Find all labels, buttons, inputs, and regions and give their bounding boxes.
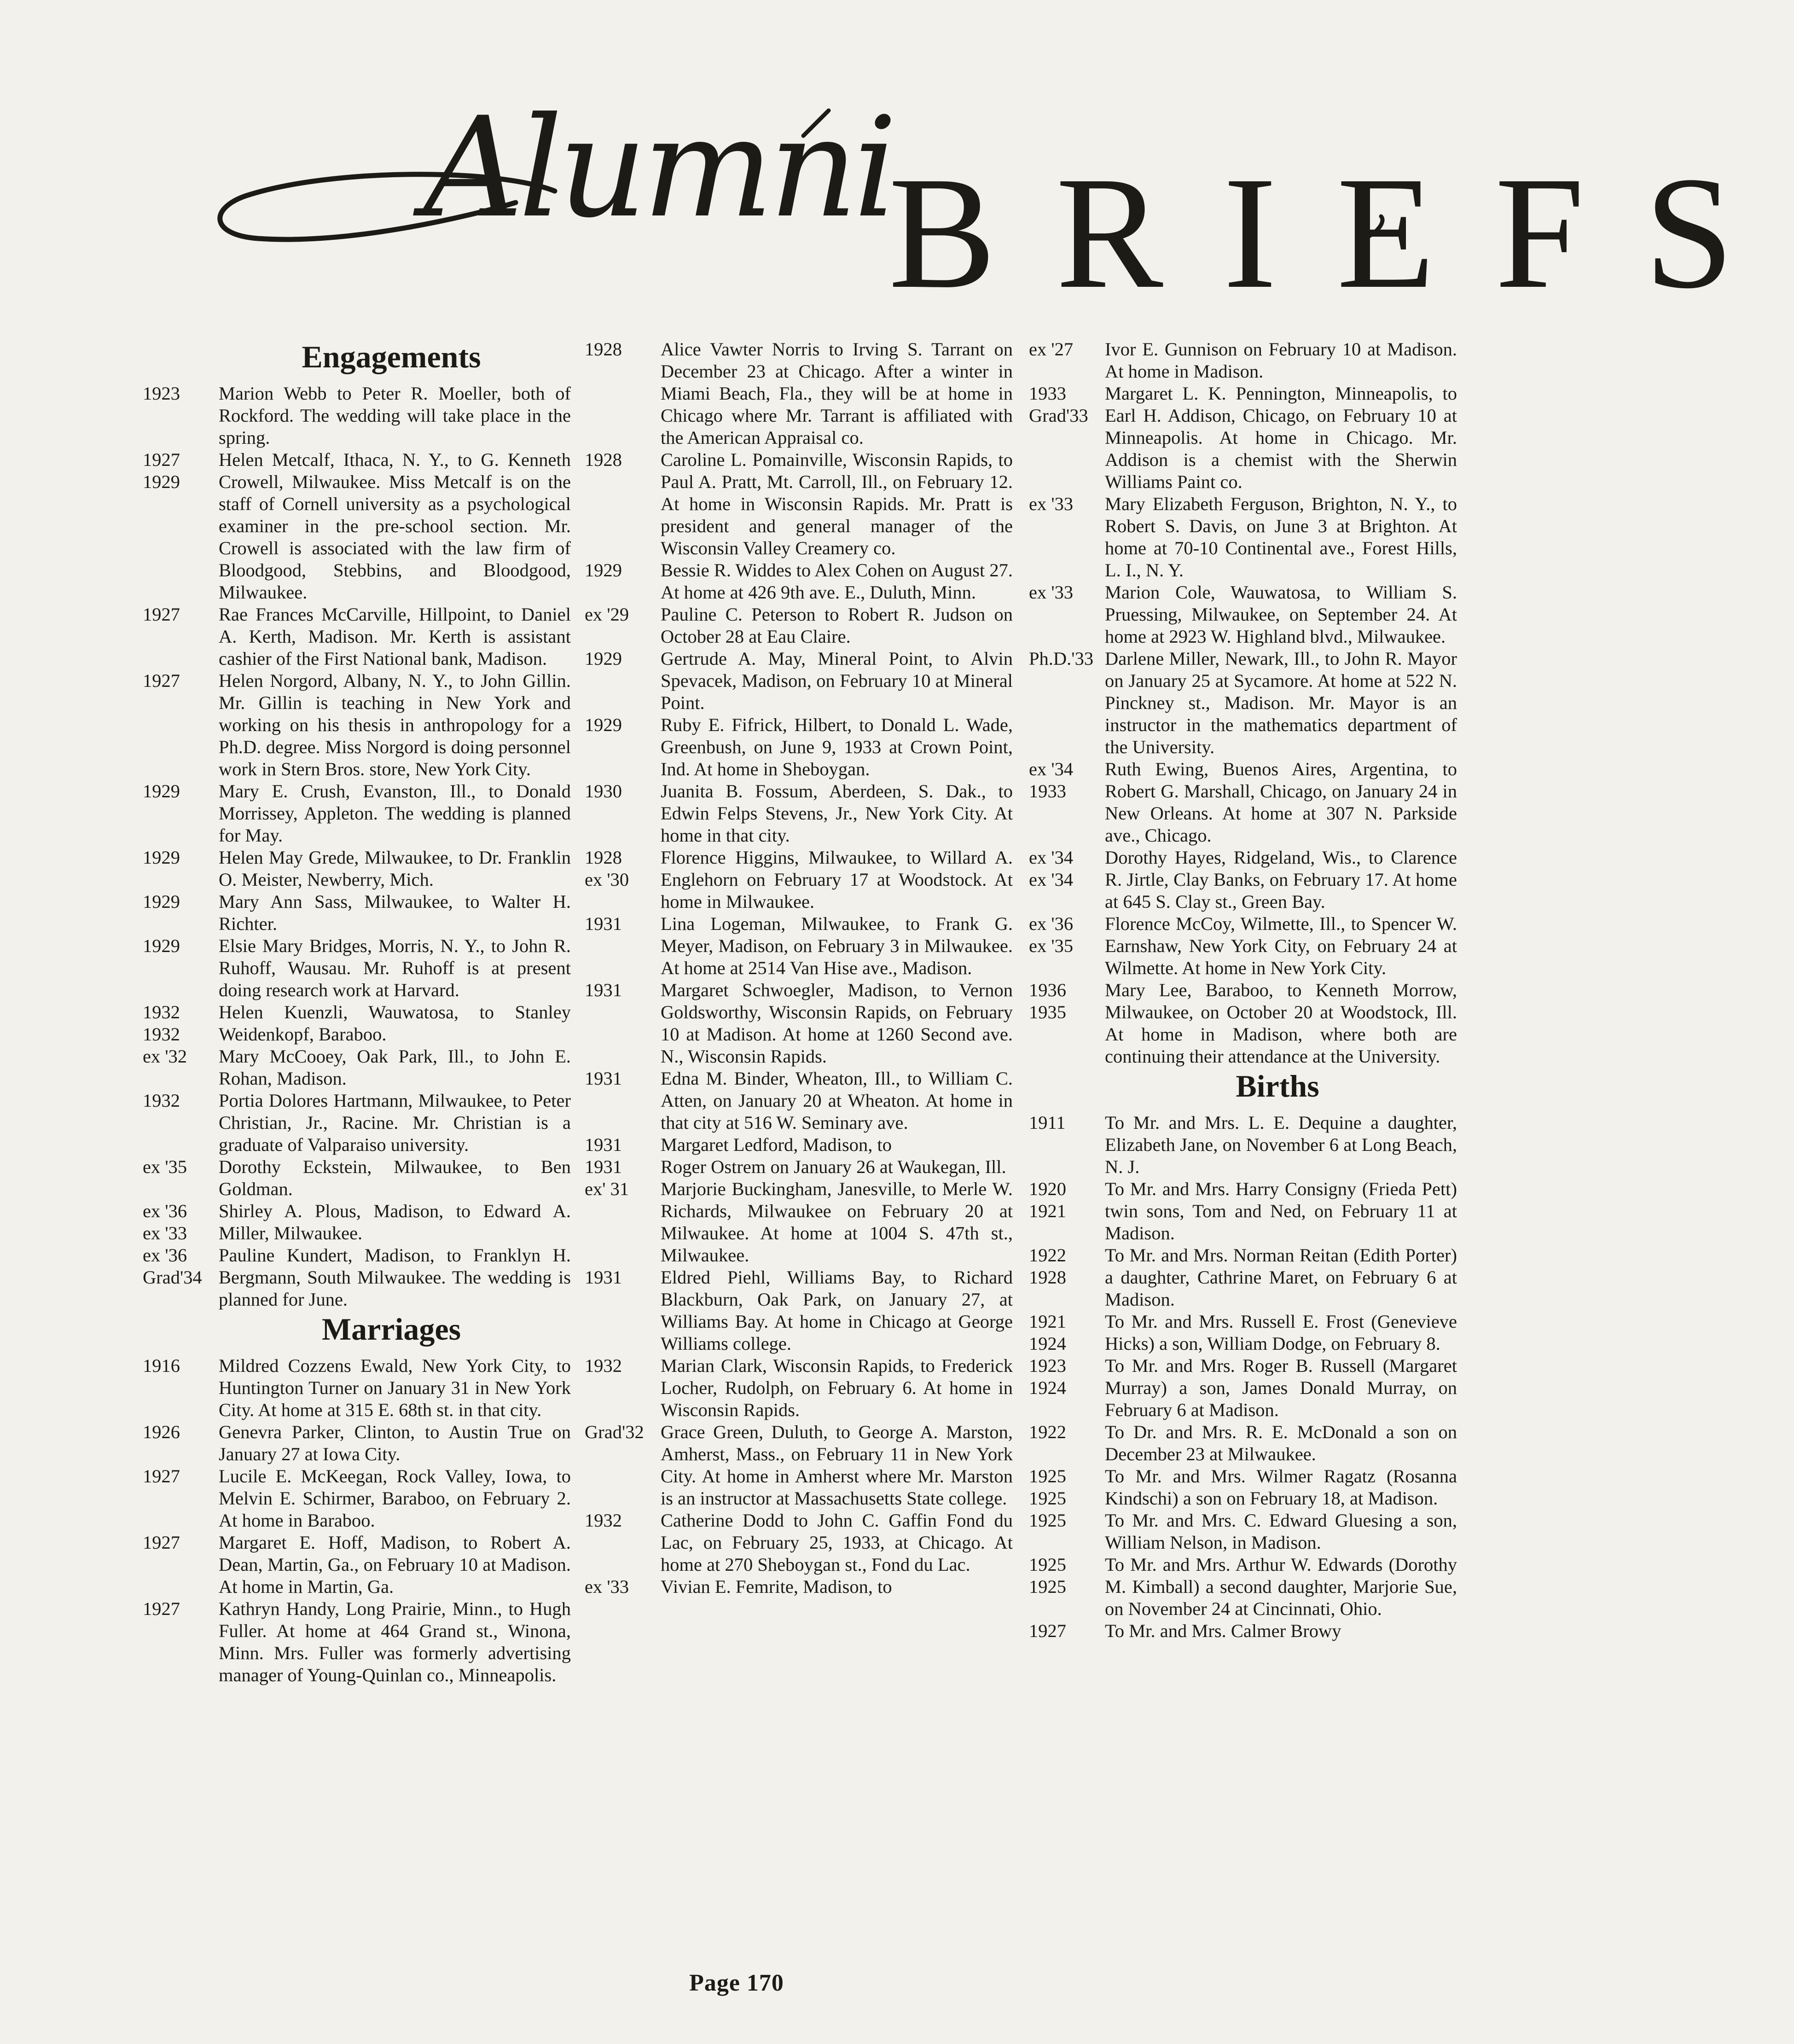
entry-class-year: 1933 Grad'33 bbox=[1029, 383, 1088, 426]
entry-class-year: 1926 bbox=[143, 1422, 180, 1442]
news-entry bbox=[585, 338, 1013, 449]
entry-text: Edna M. Binder, Wheaton, Ill., to William C. Atten, on January 20 at Wheaton. At home in that city at 516 W. Seminary ave. bbox=[661, 1068, 1013, 1133]
entry-class-year: 1927 bbox=[143, 1598, 180, 1619]
entry-class-year: 1925 1925 bbox=[1029, 1554, 1066, 1597]
entry-text: To Mr. and Mrs. Calmer Browy bbox=[1105, 1620, 1341, 1641]
news-entry bbox=[1029, 581, 1457, 648]
entry-class-year: ex '36 ex '35 bbox=[1029, 913, 1074, 956]
news-entry bbox=[1029, 1620, 1457, 1642]
entry-class-year: ex '29 bbox=[585, 604, 629, 625]
entry-class-year: ex '33 bbox=[585, 1576, 629, 1597]
entry-text: Bessie R. Widdes to Alex Cohen on August 27. At home at 426 9th ave. E., Duluth, Minn. bbox=[661, 560, 1013, 603]
news-entry bbox=[1029, 1355, 1457, 1421]
entry-text: To Mr. and Mrs. Harry Consigny (Frieda Pett) twin sons, Tom and Ned, on February 11 at Madison. bbox=[1105, 1179, 1457, 1243]
news-entry bbox=[1029, 493, 1457, 581]
entry-text: Margaret Ledford, Madison, to bbox=[661, 1134, 892, 1155]
entry-text: Margaret E. Hoff, Madison, to Robert A. Dean, Martin, Ga., on February 10 at Madison. At home in Martin, Ga. bbox=[219, 1532, 571, 1597]
entry-class-year: 1923 bbox=[143, 383, 180, 404]
entry-text: Eldred Piehl, Williams Bay, to Richard Blackburn, Oak Park, on January 27, at Williams Bay. At home in Chicago at George Williams college. bbox=[661, 1267, 1013, 1354]
column-3 bbox=[1029, 338, 1457, 1642]
entry-class-year: 1932 bbox=[143, 1090, 180, 1111]
news-entry bbox=[143, 1465, 571, 1532]
entry-text: Roger Ostrem on January 26 at Waukegan, Ill. bbox=[661, 1156, 1006, 1177]
entry-text: Rae Frances McCarville, Hillpoint, to Daniel A. Kerth, Madison. Mr. Kerth is assistant cashier of the First National bank, Madison. bbox=[219, 604, 571, 669]
entry-class-year: ex '33 bbox=[1029, 582, 1074, 603]
entry-text: To Mr. and Mrs. C. Edward Gluesing a son, William Nelson, in Madison. bbox=[1105, 1510, 1457, 1553]
column-2 bbox=[585, 338, 1013, 1598]
news-entry bbox=[143, 1244, 571, 1311]
entry-class-year: 1932 bbox=[585, 1510, 622, 1531]
entry-class-year: 1929 bbox=[143, 781, 180, 801]
entry-class-year: 1922 bbox=[1029, 1422, 1066, 1442]
news-entry bbox=[1029, 1112, 1457, 1178]
entry-class-year: ex '34 1933 bbox=[1029, 759, 1074, 801]
news-entry bbox=[143, 1532, 571, 1598]
entry-class-year: 1925 bbox=[1029, 1510, 1066, 1531]
entry-text: Mary Elizabeth Ferguson, Brighton, N. Y., to Robert S. Davis, on June 3 at Brighton. At home at 70-10 Continental ave., Forest Hills, L. I., N. Y. bbox=[1105, 494, 1457, 581]
entry-text: Margaret L. K. Pennington, Minneapolis, to Earl H. Addison, Chicago, on February 10 at Minneapolis. At home in Chicago. Mr. Addison is a chemist with the Sherwin Williams Paint co. bbox=[1105, 383, 1457, 492]
page-number: Page 170 bbox=[689, 1970, 784, 1996]
entry-text: Juanita B. Fossum, Aberdeen, S. Dak., to Edwin Felps Stevens, Jr., New York City. At home in that city. bbox=[661, 781, 1013, 846]
news-entry bbox=[1029, 758, 1457, 847]
news-entry bbox=[1029, 338, 1457, 383]
entry-class-year: 1928 ex '30 bbox=[585, 847, 629, 890]
news-entry bbox=[1029, 1554, 1457, 1620]
news-entry bbox=[143, 1090, 571, 1156]
entry-class-year: 1916 bbox=[143, 1355, 180, 1376]
entry-text: To Mr. and Mrs. Roger B. Russell (Margaret Murray) a son, James Donald Murray, on February 6 at Madison. bbox=[1105, 1355, 1457, 1420]
entry-class-year: 1931 bbox=[585, 1267, 622, 1288]
news-entry bbox=[1029, 979, 1457, 1068]
entry-text: To Mr. and Mrs. Wilmer Ragatz (Rosanna Kindschi) a son on February 18, at Madison. bbox=[1105, 1466, 1457, 1509]
entry-text: Helen Kuenzli, Wauwatosa, to Stanley Weidenkopf, Baraboo. bbox=[219, 1002, 571, 1045]
entry-class-year: 1922 1928 bbox=[1029, 1245, 1066, 1288]
entry-class-year: 1929 bbox=[585, 560, 622, 581]
entry-text: Florence McCoy, Wilmette, Ill., to Spencer W. Earnshaw, New York City, on February 24 at Wilmette. At home in New York City. bbox=[1105, 913, 1457, 978]
entry-text: Mary McCooey, Oak Park, Ill., to John E. Rohan, Madison. bbox=[219, 1046, 571, 1089]
entry-text: Mary E. Crush, Evanston, Ill., to Donald Morrissey, Appleton. The wedding is planned for May. bbox=[219, 781, 571, 846]
news-entry bbox=[1029, 1510, 1457, 1554]
entry-class-year: 1929 bbox=[585, 714, 622, 735]
entry-class-year: 1932 1932 bbox=[143, 1002, 180, 1045]
briefs-title: BRIEFS bbox=[888, 143, 1794, 322]
news-entry bbox=[1029, 913, 1457, 979]
news-entry bbox=[1029, 1178, 1457, 1244]
entry-class-year: 1929 bbox=[143, 847, 180, 868]
entry-text: Vivian E. Femrite, Madison, to bbox=[661, 1576, 892, 1597]
news-entry bbox=[585, 1266, 1013, 1355]
entry-class-year: 1936 1935 bbox=[1029, 980, 1066, 1022]
entry-text: Shirley A. Plous, Madison, to Edward A. Miller, Milwaukee. bbox=[219, 1201, 571, 1243]
entry-text: Ruby E. Fifrick, Hilbert, to Donald L. Wade, Greenbush, on June 9, 1933 at Crown Point, Ind. At home in Sheboygan. bbox=[661, 714, 1013, 779]
entry-class-year: Ph.D.'33 bbox=[1029, 648, 1094, 669]
entry-text: Darlene Miller, Newark, Ill., to John R. Mayor on January 25 at Sycamore. At home at 522 N. Pinckney st., Madison. Mr. Mayor is an instructor in the mathematics department of the University. bbox=[1105, 648, 1457, 757]
news-entry bbox=[143, 1355, 571, 1421]
news-entry bbox=[143, 670, 571, 780]
entry-class-year: 1927 bbox=[143, 670, 180, 691]
news-entry bbox=[585, 604, 1013, 648]
entry-text: Margaret Schwoegler, Madison, to Vernon Goldsworthy, Wisconsin Rapids, on February 10 at Madison. At home at 1260 Second ave. N., Wisconsin Rapids. bbox=[661, 980, 1013, 1067]
entry-text: Marion Webb to Peter R. Moeller, both of Rockford. The wedding will take place in the spring. bbox=[219, 383, 571, 448]
entry-text: To Mr. and Mrs. L. E. Dequine a daughter, Elizabeth Jane, on November 6 at Long Beach, N. J. bbox=[1105, 1112, 1457, 1177]
entry-text: Mildred Cozzens Ewald, New York City, to Huntington Turner on January 31 in New York City. At home at 315 E. 68th st. in that city. bbox=[219, 1355, 571, 1420]
entry-class-year: 1927 1929 bbox=[143, 449, 180, 492]
entry-text: Mary Ann Sass, Milwaukee, to Walter H. Richter. bbox=[219, 891, 571, 934]
entry-text: Lina Logeman, Milwaukee, to Frank G. Meyer, Madison, on February 3 in Milwaukee. At home at 2514 Van Hise ave., Madison. bbox=[661, 913, 1013, 978]
entry-text: Elsie Mary Bridges, Morris, N. Y., to John R. Ruhoff, Wausau. Mr. Ruhoff is at present doing research work at Harvard. bbox=[219, 935, 571, 1000]
news-entry bbox=[1029, 847, 1457, 913]
news-entry bbox=[143, 1200, 571, 1244]
news-entry bbox=[143, 1598, 571, 1686]
entry-text: Mary Lee, Baraboo, to Kenneth Morrow, Milwaukee, on October 20 at Woodstock, Ill. At home in Madison, where both are continuing their attendance at the University. bbox=[1105, 980, 1457, 1067]
news-entry bbox=[143, 780, 571, 847]
entry-class-year: 1931 bbox=[585, 1134, 622, 1155]
news-entry bbox=[585, 847, 1013, 913]
news-entry bbox=[585, 1421, 1013, 1510]
entry-class-year: 1923 1924 bbox=[1029, 1355, 1066, 1398]
entry-class-year: 1931 bbox=[585, 980, 622, 1000]
entry-text: Gertrude A. May, Mineral Point, to Alvin Spevacek, Madison, on February 10 at Mineral Point. bbox=[661, 648, 1013, 713]
entry-text: Kathryn Handy, Long Prairie, Minn., to Hugh Fuller. At home at 464 Grand st., Winona, Minn. Mrs. Fuller was formerly advertising manager of Young-Quinlan co., Minneapolis. bbox=[219, 1598, 571, 1685]
news-entry bbox=[143, 891, 571, 935]
entry-text: To Mr. and Mrs. Arthur W. Edwards (Dorothy M. Kimball) a second daughter, Marjorie Sue, on November 24 at Cincinnati, Ohio. bbox=[1105, 1554, 1457, 1619]
column-1 bbox=[143, 338, 571, 1686]
entry-class-year: 1932 bbox=[585, 1355, 622, 1376]
entry-class-year: 1930 bbox=[585, 781, 622, 801]
entry-text: Helen May Grede, Milwaukee, to Dr. Franklin O. Meister, Newberry, Mich. bbox=[219, 847, 571, 890]
entry-class-year: ex '34 ex '34 bbox=[1029, 847, 1074, 890]
news-entry bbox=[143, 1421, 571, 1465]
entry-class-year: 1920 1921 bbox=[1029, 1179, 1066, 1221]
news-entry bbox=[585, 913, 1013, 979]
entry-text: Florence Higgins, Milwaukee, to Willard A. Englehorn on February 17 at Woodstock. At home in Milwaukee. bbox=[661, 847, 1013, 912]
entry-class-year: 1931 bbox=[585, 1068, 622, 1089]
news-entry bbox=[1029, 1465, 1457, 1510]
entry-text: Dorothy Eckstein, Milwaukee, to Ben Goldman. bbox=[219, 1156, 571, 1199]
entry-text: Ruth Ewing, Buenos Aires, Argentina, to Robert G. Marshall, Chicago, on January 24 in New Orleans. At home at 307 N. Parkside ave., Chicago. bbox=[1105, 759, 1457, 846]
entry-class-year: 1927 bbox=[143, 1532, 180, 1553]
entry-text: Catherine Dodd to John C. Gaffin Fond du Lac, on February 25, 1933, at Chicago. At home at 270 Sheboygan st., Fond du Lac. bbox=[661, 1510, 1013, 1575]
entry-class-year: ex '35 bbox=[143, 1156, 187, 1177]
entry-text: Marion Cole, Wauwatosa, to William S. Pruessing, Milwaukee, on September 24. At home at 2923 W. Highland blvd., Milwaukee. bbox=[1105, 582, 1457, 647]
entry-class-year: ex '36 Grad'34 bbox=[143, 1245, 202, 1288]
news-entry bbox=[143, 1045, 571, 1090]
news-entry bbox=[585, 714, 1013, 780]
entry-text: To Mr. and Mrs. Russell E. Frost (Genevieve Hicks) a son, William Dodge, on February 8. bbox=[1105, 1311, 1457, 1354]
news-entry bbox=[143, 935, 571, 1001]
news-entry bbox=[143, 1001, 571, 1045]
news-entry bbox=[143, 847, 571, 891]
entry-class-year: 1929 bbox=[143, 935, 180, 956]
entry-text: To Dr. and Mrs. R. E. McDonald a son on December 23 at Milwaukee. bbox=[1105, 1422, 1457, 1464]
entry-text: Dorothy Hayes, Ridgeland, Wis., to Clarence R. Jirtle, Clay Banks, on February 17. At home at 645 S. Clay st., Green Bay. bbox=[1105, 847, 1457, 912]
section-heading: Marriages bbox=[321, 1312, 461, 1347]
alumni-title: Alumni bbox=[424, 87, 893, 248]
entry-class-year: 1928 bbox=[585, 339, 622, 360]
news-entry bbox=[585, 1576, 1013, 1598]
news-entry bbox=[1029, 648, 1457, 758]
masthead bbox=[0, 0, 1794, 331]
news-entry bbox=[585, 1178, 1013, 1266]
entry-class-year: 1928 bbox=[585, 449, 622, 470]
entry-text: Marian Clark, Wisconsin Rapids, to Frederick Locher, Rudolph, on February 6. At home in Wisconsin Rapids. bbox=[661, 1355, 1013, 1420]
section-heading: Births bbox=[1236, 1068, 1319, 1103]
section-heading: Engagements bbox=[302, 339, 481, 374]
news-entry bbox=[585, 1134, 1013, 1156]
entry-text: To Mr. and Mrs. Norman Reitan (Edith Porter) a daughter, Cathrine Maret, on February 6 at Madison. bbox=[1105, 1245, 1457, 1310]
news-entry bbox=[585, 979, 1013, 1068]
entry-class-year: 1921 1924 bbox=[1029, 1311, 1066, 1354]
entry-class-year: 1927 bbox=[143, 1466, 180, 1487]
entry-class-year: ex' 31 bbox=[585, 1179, 629, 1199]
news-entry bbox=[143, 449, 571, 604]
news-entry bbox=[143, 604, 571, 670]
entry-class-year: 1931 bbox=[585, 913, 622, 934]
entry-text: Ivor E. Gunnison on February 10 at Madison. At home in Madison. bbox=[1105, 339, 1457, 382]
entry-text: Portia Dolores Hartmann, Milwaukee, to Peter Christian, Jr., Racine. Mr. Christian is a graduate of Valparaiso university. bbox=[219, 1090, 571, 1155]
news-entry bbox=[1029, 383, 1457, 493]
news-entry bbox=[585, 1068, 1013, 1134]
news-entry bbox=[1029, 1311, 1457, 1355]
news-entry bbox=[143, 383, 571, 449]
entry-text: Marjorie Buckingham, Janesville, to Merle W. Richards, Milwaukee on February 20 at Milwaukee. At home at 1004 S. 47th st., Milwaukee. bbox=[661, 1179, 1013, 1266]
entry-text: Grace Green, Duluth, to George A. Marston, Amherst, Mass., on February 11 in New York City. At home in Amherst where Mr. Marston is an instructor at Massachusetts State college. bbox=[661, 1422, 1013, 1509]
news-entry bbox=[585, 449, 1013, 559]
entry-class-year: 1929 bbox=[143, 891, 180, 912]
entry-class-year: Grad'32 bbox=[585, 1422, 644, 1442]
entry-class-year: ex '27 bbox=[1029, 339, 1074, 360]
news-entry bbox=[1029, 1421, 1457, 1465]
entry-text: Alice Vawter Norris to Irving S. Tarrant on December 23 at Chicago. After a winter in Miami Beach, Fla., they will be at home in Chicago where Mr. Tarrant is affiliated with the American Appraisal co. bbox=[661, 339, 1013, 448]
entry-class-year: 1929 bbox=[585, 648, 622, 669]
entry-text: Genevra Parker, Clinton, to Austin True on January 27 at Iowa City. bbox=[219, 1422, 571, 1464]
entry-text: Helen Metcalf, Ithaca, N. Y., to G. Kenneth Crowell, Milwaukee. Miss Metcalf is on the staff of Cornell university as a psychological examiner in the pre-school section. Mr. Crowell is associated with the law firm of Bloodgood, Stebbins, and Bloodgood, Milwaukee. bbox=[219, 449, 571, 603]
news-entry bbox=[585, 648, 1013, 714]
entry-text: Helen Norgord, Albany, N. Y., to John Gillin. Mr. Gillin is teaching in New York and working on his thesis in anthropology for a Ph.D. degree. Miss Norgord is doing personnel work in Stern Bros. store, New York City. bbox=[219, 670, 571, 779]
news-entry bbox=[585, 780, 1013, 847]
entry-class-year: 1927 bbox=[143, 604, 180, 625]
news-entry bbox=[585, 559, 1013, 604]
news-entry bbox=[585, 1510, 1013, 1576]
entry-class-year: 1911 bbox=[1029, 1112, 1066, 1133]
entry-class-year: 1927 bbox=[1029, 1620, 1066, 1641]
entry-class-year: 1931 bbox=[585, 1156, 622, 1177]
entry-class-year: ex '33 bbox=[1029, 494, 1074, 514]
entry-text: Caroline L. Pomainville, Wisconsin Rapids, to Paul A. Pratt, Mt. Carroll, Ill., on February 12. At home in Wisconsin Rapids. Mr. Pratt is president and general manager of the Wisconsin Valley Creamery co. bbox=[661, 449, 1013, 558]
entry-text: Pauline C. Peterson to Robert R. Judson on October 28 at Eau Claire. bbox=[661, 604, 1013, 647]
news-entry bbox=[143, 1156, 571, 1200]
news-entry bbox=[585, 1156, 1013, 1178]
entry-class-year: ex '36 ex '33 bbox=[143, 1201, 187, 1243]
entry-text: Lucile E. McKeegan, Rock Valley, Iowa, to Melvin E. Schirmer, Baraboo, on February 2. At home in Baraboo. bbox=[219, 1466, 571, 1531]
entry-text: Pauline Kundert, Madison, to Franklyn H. Bergmann, South Milwaukee. The wedding is planned for June. bbox=[219, 1245, 571, 1310]
entry-class-year: ex '32 bbox=[143, 1046, 187, 1067]
entry-class-year: 1925 1925 bbox=[1029, 1466, 1066, 1509]
news-entry bbox=[585, 1355, 1013, 1421]
news-entry bbox=[1029, 1244, 1457, 1311]
